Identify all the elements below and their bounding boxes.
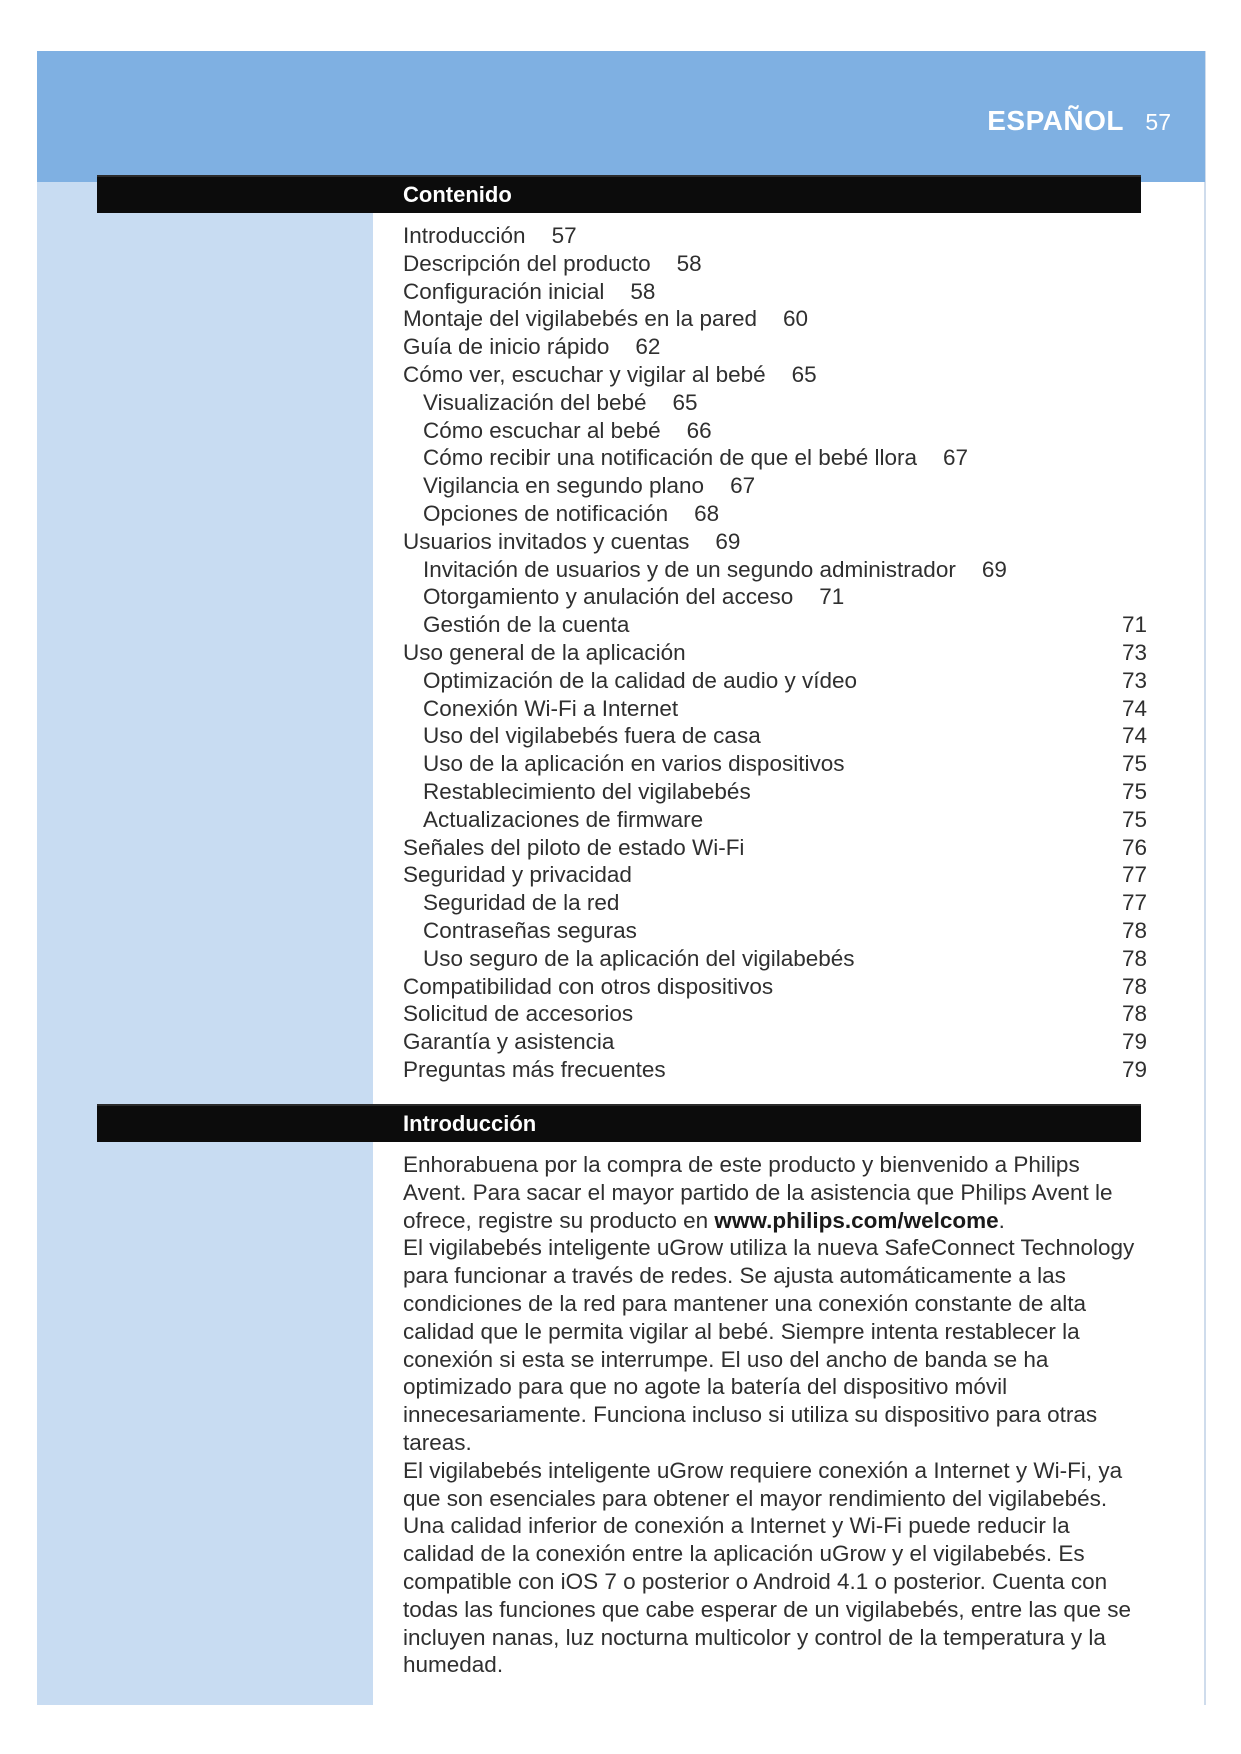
toc-entry-label: Garantía y asistencia — [403, 1029, 615, 1055]
toc-entry[interactable] — [403, 1028, 1147, 1056]
toc-entry-page: 73 — [1121, 639, 1147, 665]
toc-entry-page: 62 — [635, 334, 661, 360]
toc-entry[interactable] — [403, 861, 1147, 889]
toc-entry-label: Actualizaciones de firmware — [423, 806, 704, 832]
toc-entry-label: Restablecimiento del vigilabebés — [423, 778, 751, 804]
toc-entry-page: 65 — [791, 361, 817, 387]
toc-entry-page: 60 — [783, 306, 809, 332]
toc-entry[interactable] — [403, 278, 1147, 306]
toc-entry[interactable] — [403, 973, 1147, 1001]
toc-entry-label: Visualización del bebé — [423, 389, 647, 415]
toc-entry-label: Uso de la aplicación en varios dispositivos — [423, 751, 845, 777]
toc-entry-page: 77 — [1121, 862, 1147, 888]
toc-entry-label: Montaje del vigilabebés en la pared — [403, 306, 757, 332]
toc-entry-page: 73 — [1121, 667, 1147, 693]
toc-entry-page: 79 — [1121, 1056, 1147, 1082]
toc-entry-page: 67 — [943, 445, 969, 471]
toc-entry-label: Invitación de usuarios y de un segundo administrador — [423, 556, 956, 582]
toc-entry-page: 69 — [981, 556, 1007, 582]
toc-entry-label: Cómo escuchar al bebé — [423, 417, 661, 443]
toc-entry-label: Seguridad de la red — [423, 890, 620, 916]
toc-entry-label: Contraseñas seguras — [423, 917, 637, 943]
toc-entry-label: Preguntas más frecuentes — [403, 1056, 666, 1082]
toc-entry-page: 67 — [730, 473, 756, 499]
toc-entry-page: 78 — [1121, 1001, 1147, 1027]
toc-entry-label: Uso seguro de la aplicación del vigilabebés — [423, 945, 855, 971]
toc-entry[interactable] — [403, 834, 1147, 862]
toc-entry-page: 69 — [715, 528, 741, 554]
toc-entry-page: 66 — [686, 417, 712, 443]
toc-entry-label: Introducción — [403, 223, 526, 248]
toc-entry-label: Señales del piloto de estado Wi-Fi — [403, 834, 745, 860]
toc-entry-page: 68 — [694, 500, 720, 526]
welcome-link[interactable]: www.philips.com/welcome — [714, 1207, 999, 1233]
toc-subentry[interactable] — [403, 945, 1147, 973]
toc-entry[interactable] — [403, 1056, 1147, 1084]
toc-entry-label: Uso general de la aplicación — [403, 639, 686, 665]
toc-subentry[interactable] — [403, 917, 1147, 945]
toc-entry-label: Optimización de la calidad de audio y vídeo — [423, 667, 858, 693]
intro-section-bar — [97, 1104, 1141, 1142]
toc-entry-label: Otorgamiento y anulación del acceso — [423, 584, 794, 610]
toc-subentry[interactable] — [403, 778, 1147, 806]
toc-subentry[interactable] — [403, 695, 1147, 723]
toc-entry-page: 58 — [676, 250, 702, 276]
left-margin-column — [37, 182, 373, 1705]
toc-entry-label: Conexión Wi-Fi a Internet — [423, 695, 679, 721]
intro-text: . — [998, 1207, 1005, 1233]
toc-entry-label: Vigilancia en segundo plano — [423, 473, 705, 499]
toc-entry-label: Solicitud de accesorios — [403, 1001, 634, 1027]
toc-entry-page: 71 — [1121, 612, 1147, 638]
toc-entry-label: Uso del vigilabebés fuera de casa — [423, 723, 761, 749]
toc-entry-page: 78 — [1121, 917, 1147, 943]
toc-entry-page: 74 — [1121, 723, 1147, 749]
toc-entry-page: 58 — [630, 278, 656, 304]
toc-entry-page: 65 — [672, 389, 698, 415]
toc-entry[interactable] — [403, 528, 1147, 556]
toc-entry[interactable] — [403, 222, 1147, 250]
toc-subentry[interactable] — [403, 389, 1147, 417]
toc-entry-page: 77 — [1121, 890, 1147, 916]
toc-entry[interactable] — [403, 250, 1147, 278]
toc-entry-page: 79 — [1121, 1029, 1147, 1055]
toc-subentry[interactable] — [403, 806, 1147, 834]
intro-paragraph: El vigilabebés inteligente uGrow requiere conexión a Internet y Wi-Fi, ya que son esenciales para obtener el mayor rendimiento del vigilabebés. Una calidad inferior de conexión a Internet y Wi-Fi puede reducir la calidad de la conexión entre la aplicación uGrow y el vigilabebés. Es compatible con iOS 7 o posterior o Android 4.1 o posterior. Cuenta con todas las funciones que cabe esperar de un vigilabebés, entre las que se incluyen nanas, luz nocturna multicolor y control de la temperatura y la humedad. — [403, 1457, 1131, 1678]
toc-subentry[interactable] — [403, 667, 1147, 695]
toc-entry-label: Guía de inicio rápido — [403, 334, 610, 360]
toc-entry-label: Descripción del producto — [403, 250, 651, 276]
table-of-contents — [403, 222, 1147, 1084]
toc-subentry[interactable] — [403, 500, 1147, 528]
toc-subentry[interactable] — [403, 611, 1147, 639]
intro-paragraph: El vigilabebés inteligente uGrow utiliza la nueva SafeConnect Technology para funcionar a través de redes. Se ajusta automáticamente a las condiciones de la red para mantener una conexión constante de alta calidad que le permita vigilar al bebé. Siempre intenta restablecer la conexión si esta se interrumpe. El uso del ancho de banda se ha optimizado para que no agote la batería del dispositivo móvil innecesariamente. Funciona incluso si utiliza su dispositivo para otras tareas. — [403, 1235, 1135, 1455]
toc-subentry[interactable] — [403, 889, 1147, 917]
toc-entry-page: 75 — [1121, 806, 1147, 832]
toc-entry-label: Usuarios invitados y cuentas — [403, 528, 690, 554]
toc-subentry[interactable] — [403, 417, 1147, 445]
toc-entry[interactable] — [403, 305, 1147, 333]
intro-body — [403, 1151, 1145, 1679]
toc-entry-label: Cómo recibir una notificación de que el bebé llora — [423, 445, 918, 471]
toc-entry[interactable] — [403, 333, 1147, 361]
toc-entry-page: 71 — [819, 584, 845, 610]
toc-entry-page: 74 — [1121, 695, 1147, 721]
toc-entry-label: Seguridad y privacidad — [403, 862, 632, 888]
toc-entry-page: 76 — [1121, 834, 1147, 860]
intro-text: Enhorabuena por la compra de este producto y bienvenido a Philips Avent. Para sacar el mayor partido de la asistencia que Philips Avent le ofrece, registre su producto en — [403, 1152, 1113, 1233]
toc-subentry[interactable] — [403, 583, 1147, 611]
toc-entry-label: Gestión de la cuenta — [423, 612, 630, 638]
toc-entry-page: 75 — [1121, 778, 1147, 804]
toc-entry[interactable] — [403, 639, 1147, 667]
toc-entry-page: 57 — [551, 223, 577, 248]
toc-subentry[interactable] — [403, 444, 1147, 472]
intro-paragraph — [403, 1151, 1145, 1234]
toc-entry[interactable] — [403, 1000, 1147, 1028]
toc-entry-page: 75 — [1121, 751, 1147, 777]
toc-subentry[interactable] — [403, 722, 1147, 750]
toc-entry-label: Opciones de notificación — [423, 500, 669, 526]
toc-entry-label: Configuración inicial — [403, 278, 605, 304]
toc-subentry[interactable] — [403, 750, 1147, 778]
intro-title: Introducción — [403, 1111, 537, 1136]
toc-entry-label: Cómo ver, escuchar y vigilar al bebé — [403, 361, 766, 387]
toc-entry-label: Compatibilidad con otros dispositivos — [403, 973, 774, 999]
toc-subentry[interactable] — [403, 556, 1147, 584]
toc-entry-page: 78 — [1121, 945, 1147, 971]
toc-subentry[interactable] — [403, 472, 1147, 500]
page-number: 57 — [1145, 109, 1171, 135]
toc-section-bar — [97, 175, 1141, 213]
toc-entry[interactable] — [403, 361, 1147, 389]
language-label: ESPAÑOL — [987, 105, 1124, 136]
toc-entry-page: 78 — [1121, 973, 1147, 999]
toc-title: Contenido — [403, 182, 512, 207]
